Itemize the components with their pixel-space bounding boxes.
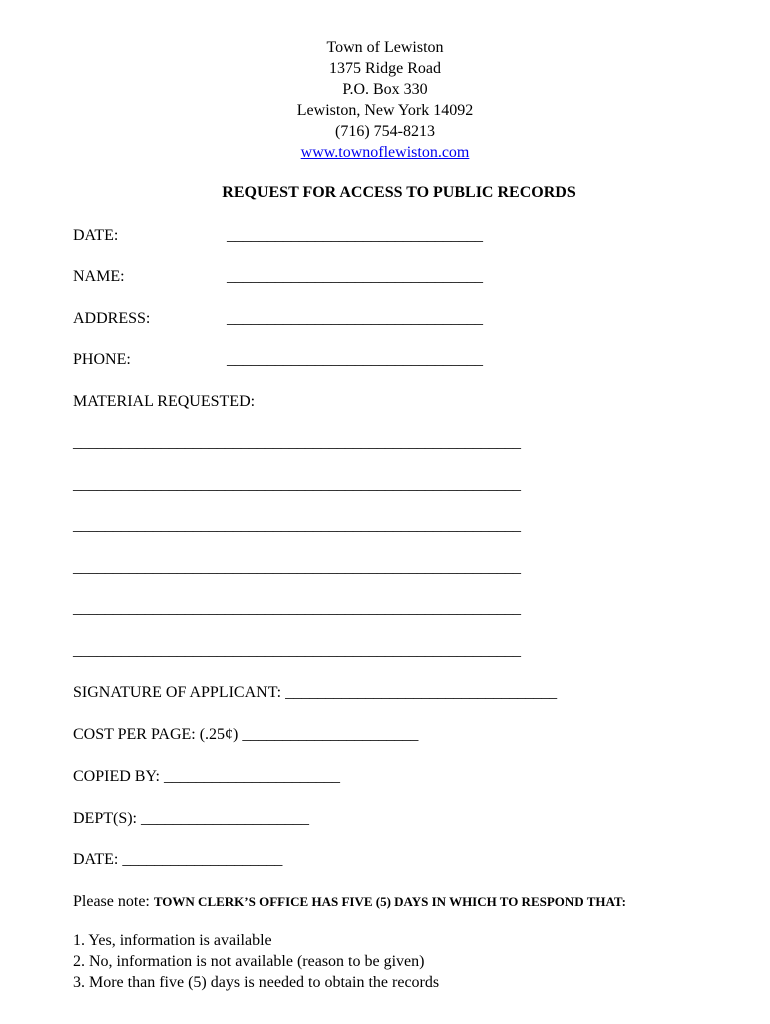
list-item: 2. No, information is not available (reason to be given) bbox=[73, 953, 425, 970]
date2-field[interactable]: ____________________ bbox=[122, 851, 283, 868]
phone-number: (716) 754-8213 bbox=[335, 123, 435, 140]
material-line[interactable]: ________________________________________________________ bbox=[73, 559, 521, 576]
material-line[interactable]: ________________________________________________________ bbox=[73, 476, 521, 493]
material-label: MATERIAL REQUESTED: bbox=[73, 393, 256, 410]
depts-label: DEPT(S): bbox=[73, 810, 137, 827]
material-line[interactable]: ________________________________________________________ bbox=[73, 642, 521, 659]
date2-label: DATE: bbox=[73, 851, 119, 868]
date-label: DATE: bbox=[73, 227, 119, 244]
po-box: P.O. Box 330 bbox=[342, 81, 428, 98]
list-item: 3. More than five (5) days is needed to obtain the records bbox=[73, 974, 440, 991]
copied-by-field[interactable]: ______________________ bbox=[163, 768, 340, 785]
note-row bbox=[73, 893, 626, 911]
signature-row bbox=[73, 684, 557, 702]
form-title: REQUEST FOR ACCESS TO PUBLIC RECORDS bbox=[222, 184, 576, 201]
date-field[interactable]: ________________________________ bbox=[227, 227, 483, 244]
depts-field[interactable]: _____________________ bbox=[141, 810, 309, 827]
copied-row bbox=[73, 768, 340, 786]
signature-field[interactable]: __________________________________ bbox=[285, 684, 558, 701]
address-field[interactable]: ________________________________ bbox=[227, 310, 483, 327]
list-item: 1. Yes, information is available bbox=[73, 932, 272, 949]
material-line[interactable]: ________________________________________________________ bbox=[73, 517, 521, 534]
phone-label: PHONE: bbox=[73, 351, 131, 368]
town-name: Town of Lewiston bbox=[326, 39, 444, 56]
name-label: NAME: bbox=[73, 268, 125, 285]
letterhead bbox=[0, 37, 770, 163]
address-label: ADDRESS: bbox=[73, 310, 151, 327]
response-options bbox=[73, 930, 439, 993]
website-link[interactable]: www.townoflewiston.com bbox=[300, 144, 470, 161]
copied-by-label: COPIED BY: bbox=[73, 768, 160, 785]
cost-row bbox=[73, 726, 418, 744]
signature-label: SIGNATURE OF APPLICANT: bbox=[73, 684, 282, 701]
material-line[interactable]: ________________________________________________________ bbox=[73, 600, 521, 617]
note-prefix: Please note: bbox=[73, 893, 150, 910]
cost-field[interactable]: ______________________ bbox=[242, 726, 419, 743]
phone-field[interactable]: ________________________________ bbox=[227, 351, 483, 368]
date2-row bbox=[73, 851, 282, 869]
name-field[interactable]: ________________________________ bbox=[227, 268, 483, 285]
material-line[interactable]: ________________________________________________________ bbox=[73, 434, 521, 451]
cost-label: COST PER PAGE: (.25¢) bbox=[73, 726, 239, 743]
note-text: TOWN CLERK’S OFFICE HAS FIVE (5) DAYS IN WHICH TO RESPOND THAT: bbox=[153, 894, 626, 909]
city-state-zip: Lewiston, New York 14092 bbox=[296, 102, 474, 119]
depts-row bbox=[73, 810, 309, 828]
street-address: 1375 Ridge Road bbox=[329, 60, 441, 77]
